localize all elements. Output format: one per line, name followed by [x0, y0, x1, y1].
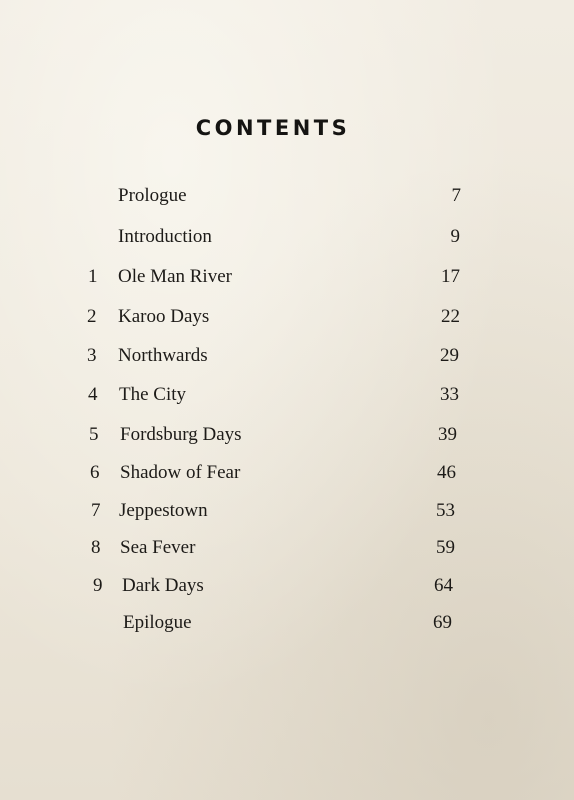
chapter-title: Fordsburg Days: [120, 424, 242, 445]
toc-entry: [0, 266, 574, 292]
chapter-title: Prologue: [118, 185, 187, 206]
page-number: 29: [440, 345, 459, 366]
chapter-number: 7: [91, 500, 101, 521]
page-number: 69: [433, 612, 452, 633]
chapter-number: 2: [87, 306, 97, 327]
toc-entry: [0, 345, 574, 371]
page-number: 33: [440, 384, 459, 405]
page-number: 59: [436, 537, 455, 558]
contents-heading: CONTENTS: [195, 116, 351, 140]
page-number: 17: [441, 266, 460, 287]
chapter-title: Ole Man River: [118, 266, 232, 287]
chapter-number: 6: [90, 462, 100, 483]
chapter-title: Epilogue: [123, 612, 192, 633]
chapter-title: Northwards: [118, 345, 208, 366]
toc-entry: [0, 537, 574, 563]
toc-entry: [0, 612, 574, 638]
page-number: 46: [437, 462, 456, 483]
chapter-number: 3: [87, 345, 97, 366]
chapter-title: Karoo Days: [118, 306, 210, 327]
toc-entry: [0, 185, 574, 211]
toc-entry: [0, 500, 574, 526]
chapter-number: 5: [89, 424, 99, 445]
chapter-number: 1: [88, 266, 98, 287]
toc-entry: [0, 384, 574, 410]
chapter-title: Introduction: [118, 226, 212, 247]
page-number: 22: [441, 306, 460, 327]
page-number: 9: [450, 226, 460, 247]
chapter-number: 4: [88, 384, 98, 405]
page-number: 7: [451, 185, 461, 206]
toc-entry: [0, 306, 574, 332]
toc-entry: [0, 462, 574, 488]
chapter-number: 9: [93, 575, 103, 596]
toc-entry: [0, 226, 574, 252]
toc-entry: [0, 424, 574, 450]
page-number: 64: [434, 575, 453, 596]
chapter-number: 8: [91, 537, 101, 558]
chapter-title: Shadow of Fear: [120, 462, 241, 483]
chapter-title: Dark Days: [122, 575, 204, 596]
page-number: 39: [438, 424, 457, 445]
chapter-title: The City: [119, 384, 187, 405]
chapter-title: Sea Fever: [120, 537, 196, 558]
chapter-title: Jeppestown: [119, 500, 208, 521]
page-number: 53: [436, 500, 455, 521]
toc-entry: [0, 575, 574, 601]
